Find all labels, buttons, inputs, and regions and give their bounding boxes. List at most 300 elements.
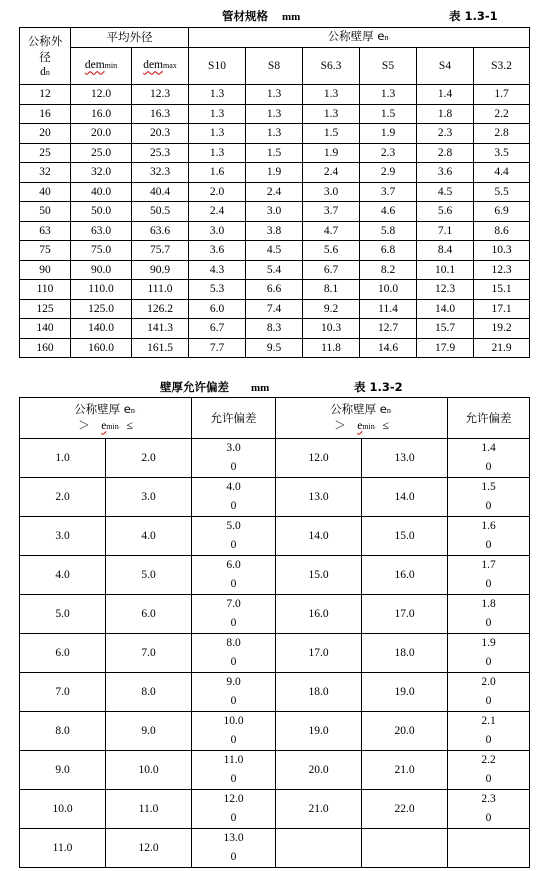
table-cell: 25 [20, 143, 71, 163]
table-cell: 10.3 [474, 241, 530, 261]
table-cell [362, 829, 448, 868]
table-cell: 17.0 [362, 595, 448, 634]
table2-number-text: 表 1.3-2 [354, 380, 403, 394]
table-cell: 5.4 [246, 260, 303, 280]
table-row [20, 221, 530, 241]
table-cell: 8.0 [106, 673, 192, 712]
tolerance-cell [192, 634, 276, 673]
header-left-wall: 公称壁厚 en· ＞ emin· ≤ [20, 398, 192, 439]
table-cell: 3.6 [417, 163, 474, 183]
table-cell: 50.0 [71, 202, 132, 222]
tolerance-lower: 0 [485, 539, 492, 551]
table-cell: 12 [20, 85, 71, 105]
header-nominal-od-symbol: d [40, 65, 46, 78]
header-wall-sub: n [384, 32, 389, 42]
table-cell: 1.4 [417, 85, 474, 105]
table-cell: 2.0 [189, 182, 246, 202]
table-cell: 11.8 [303, 338, 360, 358]
table-cell: 12.0 [71, 85, 132, 105]
tolerance-lower: 0 [485, 656, 492, 668]
tolerance-cell [192, 478, 276, 517]
table-cell: 10.0 [360, 280, 417, 300]
table-cell: 1.5 [360, 104, 417, 124]
table-cell: 15.0 [276, 556, 362, 595]
table-cell: 20.3 [132, 124, 189, 144]
table-cell: 1.3 [303, 104, 360, 124]
table-cell: 6.6 [246, 280, 303, 300]
table-cell: 7.0 [20, 673, 106, 712]
table-cell: 160.0 [71, 338, 132, 358]
tolerance-upper: 1.6 [481, 520, 496, 532]
tolerance-cell [192, 712, 276, 751]
table-cell: 63.6 [132, 221, 189, 241]
tolerance-upper: 1.5 [481, 481, 496, 493]
table-cell: 4.0 [20, 556, 106, 595]
header-right-wall-sub: n [386, 405, 391, 415]
header-left-wall-sub: n [130, 405, 135, 415]
table-cell: 110 [20, 280, 71, 300]
table-cell: 141.3 [132, 319, 189, 339]
table-row [20, 829, 530, 868]
table-cell: 5.5 [474, 182, 530, 202]
header-right-tolerance: 允许偏差 [448, 398, 530, 439]
table-cell: 2.2 [474, 104, 530, 124]
header-series-s4: S4 [417, 47, 474, 84]
table-cell: 11.0 [106, 790, 192, 829]
table-cell: 125.0 [71, 299, 132, 319]
tolerance-lower: 0 [230, 773, 237, 785]
table-row [20, 634, 530, 673]
table-cell: 12.0 [276, 439, 362, 478]
header-series-s5: S5 [360, 47, 417, 84]
table-cell: 50.5 [132, 202, 189, 222]
table-row [20, 751, 530, 790]
table-row [20, 182, 530, 202]
header-left-tolerance: 允许偏差 [192, 398, 276, 439]
table-cell: 4.0 [106, 517, 192, 556]
table-cell: 1.3 [360, 85, 417, 105]
table-cell: 5.8 [360, 221, 417, 241]
tolerance-lower: 0 [230, 656, 237, 668]
table-row [20, 280, 530, 300]
table-cell: 75 [20, 241, 71, 261]
table-row [20, 241, 530, 261]
table-cell: 2.3 [417, 124, 474, 144]
tolerance-lower: 0 [485, 500, 492, 512]
table1-caption [222, 8, 300, 24]
table-row [20, 319, 530, 339]
dem-max-sub: max [163, 61, 177, 71]
header-right-emin: e [357, 419, 363, 432]
table-cell: 2.8 [417, 143, 474, 163]
table-cell: 18.0 [276, 673, 362, 712]
table-cell: 16.0 [71, 104, 132, 124]
tolerance-upper: 1.8 [481, 598, 496, 610]
table-cell: 2.0 [20, 478, 106, 517]
tolerance-lower: 0 [230, 695, 237, 707]
tolerance-cell [448, 712, 530, 751]
table-cell: 17.0 [276, 634, 362, 673]
table-cell: 2.3 [360, 143, 417, 163]
tolerance-upper: 3.0 [226, 442, 241, 454]
table-cell: 7.0 [106, 634, 192, 673]
table-cell: 1.9 [360, 124, 417, 144]
table-row [20, 202, 530, 222]
tolerance-cell [448, 673, 530, 712]
table-cell: 7.4 [246, 299, 303, 319]
table-cell: 4.4 [474, 163, 530, 183]
table-cell: 3.0 [20, 517, 106, 556]
table-cell: 5.0 [106, 556, 192, 595]
wall-tolerance-table [19, 397, 530, 868]
tolerance-upper: 2.2 [481, 754, 496, 766]
tolerance-upper: 1.9 [481, 637, 496, 649]
table-cell: 9.0 [20, 751, 106, 790]
header-left-emin: e [101, 419, 107, 432]
tolerance-cell [448, 829, 530, 868]
tolerance-lower: 0 [230, 461, 237, 473]
tolerance-lower: 0 [485, 461, 492, 473]
table-cell: 4.6 [360, 202, 417, 222]
tolerance-cell [192, 439, 276, 478]
table-cell: 3.6 [189, 241, 246, 261]
table-cell: 3.0 [246, 202, 303, 222]
tolerance-lower: 0 [230, 539, 237, 551]
table-cell: 4.7 [303, 221, 360, 241]
table-cell: 9.2 [303, 299, 360, 319]
table-cell: 17.1 [474, 299, 530, 319]
table-cell: 1.3 [246, 104, 303, 124]
pipe-spec-body [20, 85, 530, 358]
table-cell: 13.0 [362, 439, 448, 478]
table-cell [276, 829, 362, 868]
header-left-gt: ＞ [78, 419, 90, 432]
header-nominal-od-sub: n [45, 67, 50, 77]
tolerance-upper: 1.4 [481, 442, 496, 454]
table-cell: 16.0 [276, 595, 362, 634]
tolerance-lower: 0 [485, 578, 492, 590]
header-mean-od: 平均外径 [71, 28, 189, 48]
table-cell: 10.0 [20, 790, 106, 829]
table-cell: 12.3 [132, 85, 189, 105]
table-cell: 1.7 [474, 85, 530, 105]
table-cell: 1.5 [246, 143, 303, 163]
table-cell: 161.5 [132, 338, 189, 358]
table-cell: 20.0 [71, 124, 132, 144]
table-cell: 3.0 [303, 182, 360, 202]
header-right-gt: ＞ [334, 419, 346, 432]
tolerance-upper: 10.0 [223, 715, 244, 727]
table-cell: 20.0 [362, 712, 448, 751]
table-cell: 9.0 [106, 712, 192, 751]
table-cell: 2.9 [360, 163, 417, 183]
table-cell: 8.0 [20, 712, 106, 751]
table-cell: 1.6 [189, 163, 246, 183]
table-cell: 2.0 [106, 439, 192, 478]
table-cell: 12.3 [417, 280, 474, 300]
header-right-le: ≤ [382, 419, 389, 432]
header-nominal-od-label: 公称外径 [27, 33, 63, 64]
table2-caption [160, 379, 269, 395]
header-right-emin-sub: min [362, 421, 375, 431]
header-nominal-od [20, 28, 71, 85]
table-cell: 8.6 [474, 221, 530, 241]
table-cell: 13.0 [276, 478, 362, 517]
table-cell: 15.0 [362, 517, 448, 556]
table-cell: 75.7 [132, 241, 189, 261]
table-row [20, 478, 530, 517]
wall-tolerance-body [20, 439, 530, 868]
table-cell: 3.8 [246, 221, 303, 241]
tolerance-cell [448, 751, 530, 790]
table-cell: 4.3 [189, 260, 246, 280]
tolerance-cell [448, 634, 530, 673]
tolerance-upper: 4.0 [226, 481, 241, 493]
table-cell: 1.3 [189, 85, 246, 105]
table-cell: 12.3 [474, 260, 530, 280]
header-dem-min [71, 47, 132, 84]
table-cell: 40 [20, 182, 71, 202]
table1-unit: mm [282, 11, 301, 23]
header-left-emin-sub: min [106, 421, 119, 431]
tolerance-upper: 1.7 [481, 559, 496, 571]
table2-unit: mm [251, 382, 270, 394]
tolerance-cell [192, 595, 276, 634]
table-cell: 1.9 [246, 163, 303, 183]
table-cell: 6.7 [303, 260, 360, 280]
table-cell: 3.0 [189, 221, 246, 241]
table-row [20, 163, 530, 183]
tolerance-upper: 5.0 [226, 520, 241, 532]
table-cell: 5.0 [20, 595, 106, 634]
table-cell: 20.0 [276, 751, 362, 790]
table-cell: 90.0 [71, 260, 132, 280]
table-cell: 6.0 [20, 634, 106, 673]
tolerance-cell [192, 517, 276, 556]
tolerance-upper: 11.0 [223, 754, 244, 766]
table-row [20, 439, 530, 478]
table-cell: 110.0 [71, 280, 132, 300]
table-cell: 2.4 [303, 163, 360, 183]
table-cell: 6.0 [189, 299, 246, 319]
table-cell: 1.3 [246, 124, 303, 144]
table-cell: 19.0 [276, 712, 362, 751]
table-cell: 16.0 [362, 556, 448, 595]
table-cell: 1.3 [189, 104, 246, 124]
header-left-wall-label: 公称壁厚 e [74, 401, 131, 416]
table-cell: 8.1 [303, 280, 360, 300]
table-cell: 21.0 [362, 751, 448, 790]
table-cell: 10.1 [417, 260, 474, 280]
table-cell: 16.3 [132, 104, 189, 124]
tolerance-lower: 0 [230, 734, 237, 746]
table-cell: 12.0 [106, 829, 192, 868]
table-cell: 1.8 [417, 104, 474, 124]
table-cell: 1.3 [246, 85, 303, 105]
table-cell: 160 [20, 338, 71, 358]
table-cell: 1.9 [303, 143, 360, 163]
table-cell: 4.5 [246, 241, 303, 261]
table-cell: 11.4 [360, 299, 417, 319]
table-cell: 1.0 [20, 439, 106, 478]
tolerance-cell [448, 439, 530, 478]
header-series-s3-2: S3.2 [474, 47, 530, 84]
table2-number [354, 379, 403, 395]
table-cell: 6.7 [189, 319, 246, 339]
table-cell: 5.3 [189, 280, 246, 300]
table-cell: 3.0 [106, 478, 192, 517]
table-row [20, 338, 530, 358]
table-cell: 2.4 [189, 202, 246, 222]
table-cell: 3.5 [474, 143, 530, 163]
table-row [20, 673, 530, 712]
table-cell: 19.0 [362, 673, 448, 712]
header-series-s6-3: S6.3 [303, 47, 360, 84]
table-cell: 1.5 [303, 124, 360, 144]
table-cell: 3.7 [303, 202, 360, 222]
tolerance-lower: 0 [485, 617, 492, 629]
table-cell: 21.0 [276, 790, 362, 829]
table-cell: 19.2 [474, 319, 530, 339]
table-cell: 125 [20, 299, 71, 319]
tolerance-cell [448, 595, 530, 634]
tolerance-lower: 0 [485, 773, 492, 785]
table-cell: 5.6 [303, 241, 360, 261]
tolerance-upper: 2.0 [481, 676, 496, 688]
table-cell: 14.0 [362, 478, 448, 517]
dem-max-label: dem [143, 59, 164, 72]
header-right-wall: 公称壁厚 en· ＞ emin· ≤ [276, 398, 448, 439]
table-cell: 18.0 [362, 634, 448, 673]
table-cell: 8.3 [246, 319, 303, 339]
table-cell: 6.9 [474, 202, 530, 222]
table-cell: 8.2 [360, 260, 417, 280]
table-row [20, 517, 530, 556]
table-cell: 2.4 [246, 182, 303, 202]
table-cell: 4.5 [417, 182, 474, 202]
pipe-spec-table [19, 27, 530, 358]
header-wall-thickness: 公称壁厚 en· [189, 28, 530, 48]
table-cell: 40.4 [132, 182, 189, 202]
table-cell: 126.2 [132, 299, 189, 319]
table-cell: 40.0 [71, 182, 132, 202]
table-cell: 14.0 [276, 517, 362, 556]
header-right-wall-label: 公称壁厚 e [330, 401, 387, 416]
tolerance-cell [448, 556, 530, 595]
table-cell: 1.3 [303, 85, 360, 105]
tolerance-upper: 9.0 [226, 676, 241, 688]
table-row [20, 712, 530, 751]
tolerance-cell [448, 790, 530, 829]
tolerance-cell [448, 478, 530, 517]
table-cell: 1.3 [189, 143, 246, 163]
table-cell: 8.4 [417, 241, 474, 261]
table-cell: 14.0 [417, 299, 474, 319]
table1-number [449, 8, 498, 24]
table-cell: 25.3 [132, 143, 189, 163]
table-cell: 1.3 [189, 124, 246, 144]
tolerance-cell [192, 556, 276, 595]
table-cell: 10.3 [303, 319, 360, 339]
tolerance-cell [192, 673, 276, 712]
table-cell: 90 [20, 260, 71, 280]
table-row [20, 299, 530, 319]
table-cell: 10.0 [106, 751, 192, 790]
table-row [20, 85, 530, 105]
table-cell: 50 [20, 202, 71, 222]
table-cell: 6.0 [106, 595, 192, 634]
tolerance-lower: 0 [230, 851, 237, 863]
table-row [20, 556, 530, 595]
table-cell: 140 [20, 319, 71, 339]
tolerance-lower: 0 [230, 617, 237, 629]
table-cell: 25.0 [71, 143, 132, 163]
table-cell: 12.7 [360, 319, 417, 339]
tolerance-upper: 2.1 [481, 715, 496, 727]
table-cell: 63.0 [71, 221, 132, 241]
table-cell: 7.1 [417, 221, 474, 241]
table-row [20, 124, 530, 144]
table-row [20, 143, 530, 163]
table1-title: 管材规格 [222, 9, 268, 23]
tolerance-lower: 0 [230, 578, 237, 590]
table-cell: 21.9 [474, 338, 530, 358]
tolerance-upper: 2.3 [481, 793, 496, 805]
tolerance-lower: 0 [485, 734, 492, 746]
tolerance-cell [192, 829, 276, 868]
table-cell: 63 [20, 221, 71, 241]
table-cell: 6.8 [360, 241, 417, 261]
tolerance-lower: 0 [485, 812, 492, 824]
tolerance-lower: 0 [485, 695, 492, 707]
table-cell: 11.0 [20, 829, 106, 868]
table-cell: 75.0 [71, 241, 132, 261]
table-cell: 15.1 [474, 280, 530, 300]
dem-min-sub: min [104, 61, 118, 71]
table-cell: 90.9 [132, 260, 189, 280]
table-cell: 32 [20, 163, 71, 183]
tolerance-cell [192, 751, 276, 790]
table2-title: 壁厚允许偏差 [160, 380, 229, 394]
tolerance-lower: 0 [230, 812, 237, 824]
table-cell: 7.7 [189, 338, 246, 358]
table-cell: 16 [20, 104, 71, 124]
table-cell: 5.6 [417, 202, 474, 222]
table-cell: 111.0 [132, 280, 189, 300]
table-cell: 32.0 [71, 163, 132, 183]
tolerance-cell [448, 517, 530, 556]
header-series-s10: S10 [189, 47, 246, 84]
table-row [20, 260, 530, 280]
table-cell: 22.0 [362, 790, 448, 829]
tolerance-upper: 12.0 [223, 793, 244, 805]
table-cell: 15.7 [417, 319, 474, 339]
table-row [20, 104, 530, 124]
tolerance-cell [192, 790, 276, 829]
table-cell: 20 [20, 124, 71, 144]
dem-min-label: dem [84, 59, 105, 72]
table-cell: 14.6 [360, 338, 417, 358]
tolerance-upper: 6.0 [226, 559, 241, 571]
header-series-s8: S8 [246, 47, 303, 84]
tolerance-upper: 7.0 [226, 598, 241, 610]
tolerance-lower: 0 [230, 500, 237, 512]
table-cell: 9.5 [246, 338, 303, 358]
table-cell: 140.0 [71, 319, 132, 339]
table1-number-text: 表 1.3-1 [449, 9, 498, 23]
table-cell: 17.9 [417, 338, 474, 358]
table-cell: 32.3 [132, 163, 189, 183]
